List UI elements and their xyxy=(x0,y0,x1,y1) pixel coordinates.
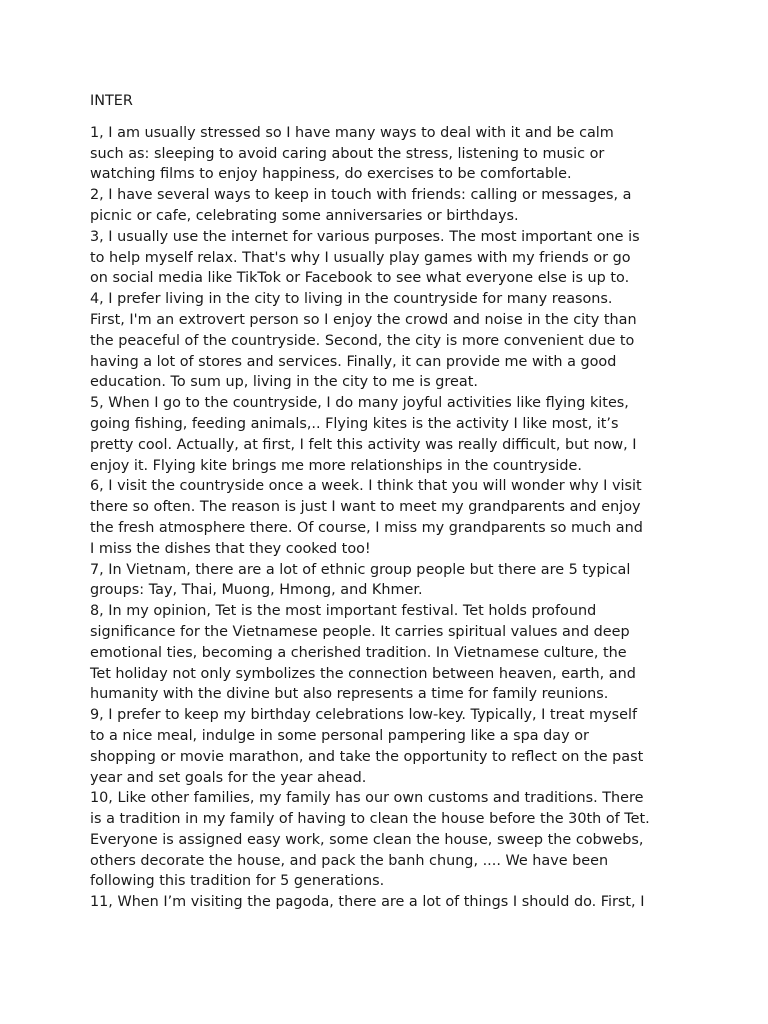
paragraph-8: 8, In my opinion, Tet is the most important festival. Tet holds profound significance for the Vietnamese people. It carries spiritual values and deep emotional ties, becoming a cherished tradition. In Vietnamese culture, the Tet holiday not only symbolizes the connection between heaven, earth, and humanity with the divine but also represents a time for family reunions. xyxy=(90,603,636,703)
paragraph-4: 4, I prefer living in the city to living in the countryside for many reasons. First, I'm an extrovert person so I enjoy the crowd and noise in the city than the peaceful of the countryside. Second, the city is more convenient due to having a lot of stores and services. Finally, it can provide me with a good education. To sum up, living in the city to me is great. xyxy=(90,291,637,391)
document-body xyxy=(90,91,690,913)
paragraph-3: 3, I usually use the internet for various purposes. The most important one is to help myself relax. That's why I usually play games with my friends or go on social media like TikTok or Facebook to see what everyone else is up to. xyxy=(90,228,640,287)
paragraph-10: 10, Like other families, my family has our own customs and traditions. There is a tradition in my family of having to clean the house before the 30th of Tet. Everyone is assigned easy work, some clean the house, sweep the cobwebs, others decorate the house, and pack the banh chung, .... We have been following this tradition for 5 generations. xyxy=(90,790,650,890)
paragraph-5: 5, When I go to the countryside, I do many joyful activities like flying kites, going fishing, feeding animals,.. Flying kites is the activity I like most, it’s pretty cool. Actually, at first, I felt this activity was really difficult, but now, I enjoy it. Flying kite brings me more relationships in the countryside. xyxy=(90,395,637,474)
paragraph-6: 6, I visit the countryside once a week. I think that you will wonder why I visit there so often. The reason is just I want to meet my grandparents and enjoy the fresh atmosphere there. Of course, I miss my grandparents so much and I miss the dishes that they cooked too! xyxy=(90,478,643,557)
paragraph-1: 1, I am usually stressed so I have many ways to deal with it and be calm such as: sleeping to avoid caring about the stress, listening to music or watching films to enjoy happiness, do exercises to be comfortable. xyxy=(90,124,614,183)
paragraph-2: 2, I have several ways to keep in touch with friends: calling or messages, a picnic or cafe, celebrating some anniversaries or birthdays. xyxy=(90,187,632,224)
paragraph-9: 9, I prefer to keep my birthday celebrations low-key. Typically, I treat myself to a nice meal, indulge in some personal pampering like a spa day or shopping or movie marathon, and take the opportunity to reflect on the past year and set goals for the year ahead. xyxy=(90,707,644,786)
paragraph-11: 11, When I’m visiting the pagoda, there are a lot of things I should do. First, I xyxy=(90,894,645,911)
document-title: INTER xyxy=(90,93,133,109)
paragraph-7: 7, In Vietnam, there are a lot of ethnic group people but there are 5 typical groups: Tay, Thai, Muong, Hmong, and Khmer. xyxy=(90,561,631,599)
